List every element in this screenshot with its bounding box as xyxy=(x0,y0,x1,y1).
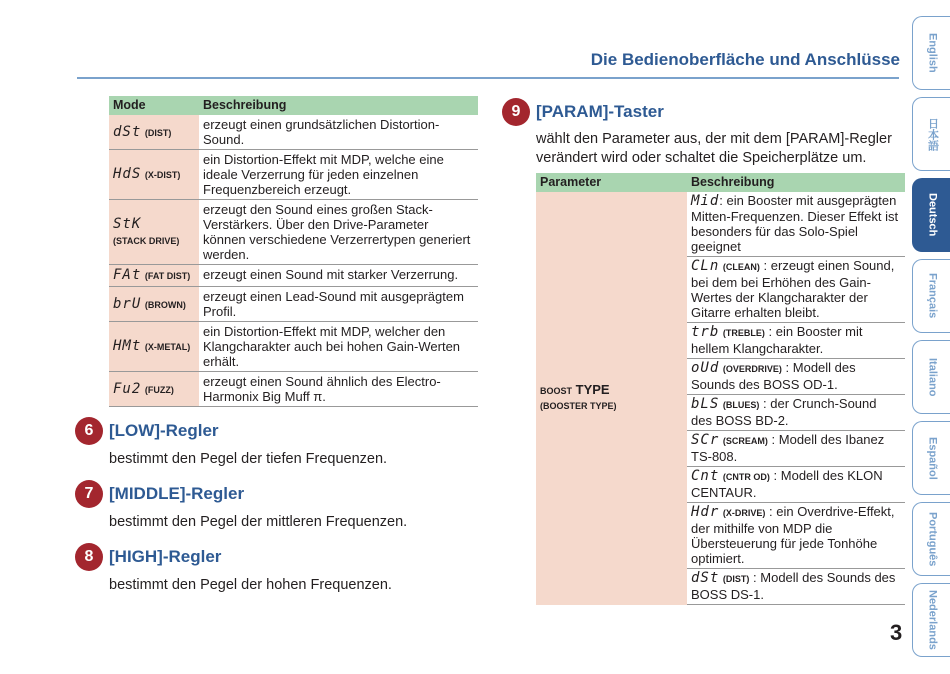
parameter-header: Parameter xyxy=(536,173,687,192)
type-description: : Modell des KLON CENTAUR. xyxy=(691,468,883,500)
table-row xyxy=(109,322,478,372)
param-boost: BOOST xyxy=(540,385,573,396)
tab-label: 日本語 xyxy=(926,117,939,151)
table-row xyxy=(109,265,478,287)
mode-display: brU xyxy=(113,295,142,312)
type-tag: (CLEAN) xyxy=(722,262,760,272)
type-display: trb xyxy=(691,324,720,340)
mode-tag: (X-DIST) xyxy=(144,170,181,180)
mode-header: Mode xyxy=(109,96,199,115)
tab-english[interactable] xyxy=(912,16,950,90)
type-display: Hdr xyxy=(691,504,720,520)
table-row xyxy=(536,192,905,257)
tab-label: Français xyxy=(926,273,939,319)
type-description: : ein Overdrive-Effekt, der mithilfe von MDP die Übersteuerung für jede Tonhöhe optimiert. xyxy=(691,504,895,566)
page-number: 3 xyxy=(890,620,903,645)
mode-table xyxy=(109,96,478,407)
tab-espanol[interactable] xyxy=(912,421,950,495)
type-tag: (SCREAM) xyxy=(722,436,768,446)
table-row xyxy=(109,115,478,150)
section-title-low: [LOW]-Regler xyxy=(109,421,219,440)
type-description: : Modell des Ibanez TS-808. xyxy=(691,432,885,464)
section-title-middle: [MIDDLE]-Regler xyxy=(109,484,245,503)
tab-label: Español xyxy=(926,436,939,480)
section-body-middle: bestimmt den Pegel der mittleren Frequenzen. xyxy=(109,514,408,530)
type-display: SCr xyxy=(691,432,720,448)
tab-portugues[interactable] xyxy=(912,502,950,576)
tab-deutsch[interactable] xyxy=(912,178,950,252)
header-rule xyxy=(77,77,899,79)
section-body-high: bestimmt den Pegel der hohen Frequenzen. xyxy=(109,577,392,593)
section-title-high: [HIGH]-Regler xyxy=(109,547,222,566)
type-tag: (TREBLE) xyxy=(722,328,765,338)
mode-display: StK xyxy=(113,215,142,232)
type-display: CLn xyxy=(691,258,720,274)
type-description: : Modell des Sounds des BOSS DS-1. xyxy=(691,570,896,602)
param-name-cell xyxy=(536,192,687,605)
mode-tag: (X-METAL) xyxy=(144,342,191,352)
param-type: TYPE xyxy=(575,381,610,397)
mode-description: erzeugt den Sound eines großen Stack-Verstärkers. Über den Drive-Parameter können verschiedene Verzerrertypen generiert werden. xyxy=(199,200,478,265)
type-tag: (CNTR OD) xyxy=(722,472,770,482)
table-row xyxy=(109,200,478,265)
table-row xyxy=(109,372,478,407)
type-display: oUd xyxy=(691,360,720,376)
mode-display: HdS xyxy=(113,166,142,182)
table-row xyxy=(109,150,478,200)
mode-tag: (STACK DRIVE) xyxy=(113,235,180,246)
mode-description: ein Distortion-Effekt mit MDP, welcher den Klangcharakter auch bei hohen Gain-Werten erhält. xyxy=(199,322,478,372)
description-header: Beschreibung xyxy=(199,96,478,115)
section-number-badge: 6 xyxy=(75,417,103,445)
type-display: dSt xyxy=(691,570,720,586)
section-title-param: [PARAM]-Taster xyxy=(536,102,664,121)
type-tag: (BLUES) xyxy=(722,400,760,410)
type-tag: (OVERDRIVE) xyxy=(722,364,782,374)
mode-description: erzeugt einen Sound mit starker Verzerrung. xyxy=(199,265,478,287)
type-description: : ein Booster mit hellem Klangcharakter. xyxy=(691,324,863,356)
tab-francais[interactable] xyxy=(912,259,950,333)
param-intro: wählt den Parameter aus, der mit dem [PARAM]-Regler verändert wird oder schaltet die Speicherplätze um. xyxy=(536,131,892,166)
page-header-title: Die Bedienoberfläche und Anschlüsse xyxy=(590,50,900,69)
tab-italiano[interactable] xyxy=(912,340,950,414)
mode-tag: (DIST) xyxy=(144,127,172,138)
mode-tag: (FAT DIST) xyxy=(144,271,191,281)
mode-description: erzeugt einen Sound ähnlich des Electro-Harmonix Big Muff π. xyxy=(199,372,478,407)
type-tag: (DIST) xyxy=(722,574,750,584)
section-number-badge: 8 xyxy=(75,543,103,571)
section-number-badge: 7 xyxy=(75,480,103,508)
type-display: Cnt xyxy=(691,468,720,484)
description-header: Beschreibung xyxy=(687,173,905,192)
tab-japanese[interactable] xyxy=(912,97,950,171)
mode-tag: (BROWN) xyxy=(144,299,186,310)
type-description: : erzeugt einen Sound, bei dem bei Erhöhen des Gain-Wertes der Klangcharakter der Gitarre erhalten bleibt. xyxy=(691,258,895,320)
tab-nederlands[interactable] xyxy=(912,583,950,657)
type-description: : Modell des Sounds des BOSS OD-1. xyxy=(691,360,856,392)
type-description: : der Crunch-Sound des BOSS BD-2. xyxy=(691,396,877,428)
table-row xyxy=(109,287,478,322)
tab-label: Nederlands xyxy=(926,590,939,650)
param-sub: (BOOSTER TYPE) xyxy=(540,400,617,411)
mode-display: FAt xyxy=(113,267,142,283)
tab-label: Italiano xyxy=(926,357,939,397)
mode-display: dSt xyxy=(113,123,142,140)
mode-description: ein Distortion-Effekt mit MDP, welche eine ideale Verzerrung für jeden einzelnen Frequenzbereich erzeugt. xyxy=(199,150,478,200)
type-display: bLS xyxy=(691,396,720,412)
type-description: : ein Booster mit ausgeprägten Mitten-Frequenzen. Dieser Effekt ist besonders für das Solo-Spiel geeignet xyxy=(691,193,899,254)
tab-label: English xyxy=(926,33,939,73)
mode-display: HMt xyxy=(113,338,142,354)
section-body-low: bestimmt den Pegel der tiefen Frequenzen. xyxy=(109,451,388,467)
section-number-badge: 9 xyxy=(502,98,530,126)
type-tag: (X-DRIVE) xyxy=(722,508,766,518)
mode-display: Fu2 xyxy=(113,380,142,397)
tab-label: Português xyxy=(926,511,939,567)
mode-description: erzeugt einen grundsätzlichen Distortion-Sound. xyxy=(199,115,478,150)
mode-description: erzeugt einen Lead-Sound mit ausgeprägtem Profil. xyxy=(199,287,478,322)
mode-tag: (FUZZ) xyxy=(144,384,174,395)
param-table xyxy=(536,173,905,605)
tab-label: Deutsch xyxy=(926,193,939,237)
type-display: Mid xyxy=(691,193,720,209)
